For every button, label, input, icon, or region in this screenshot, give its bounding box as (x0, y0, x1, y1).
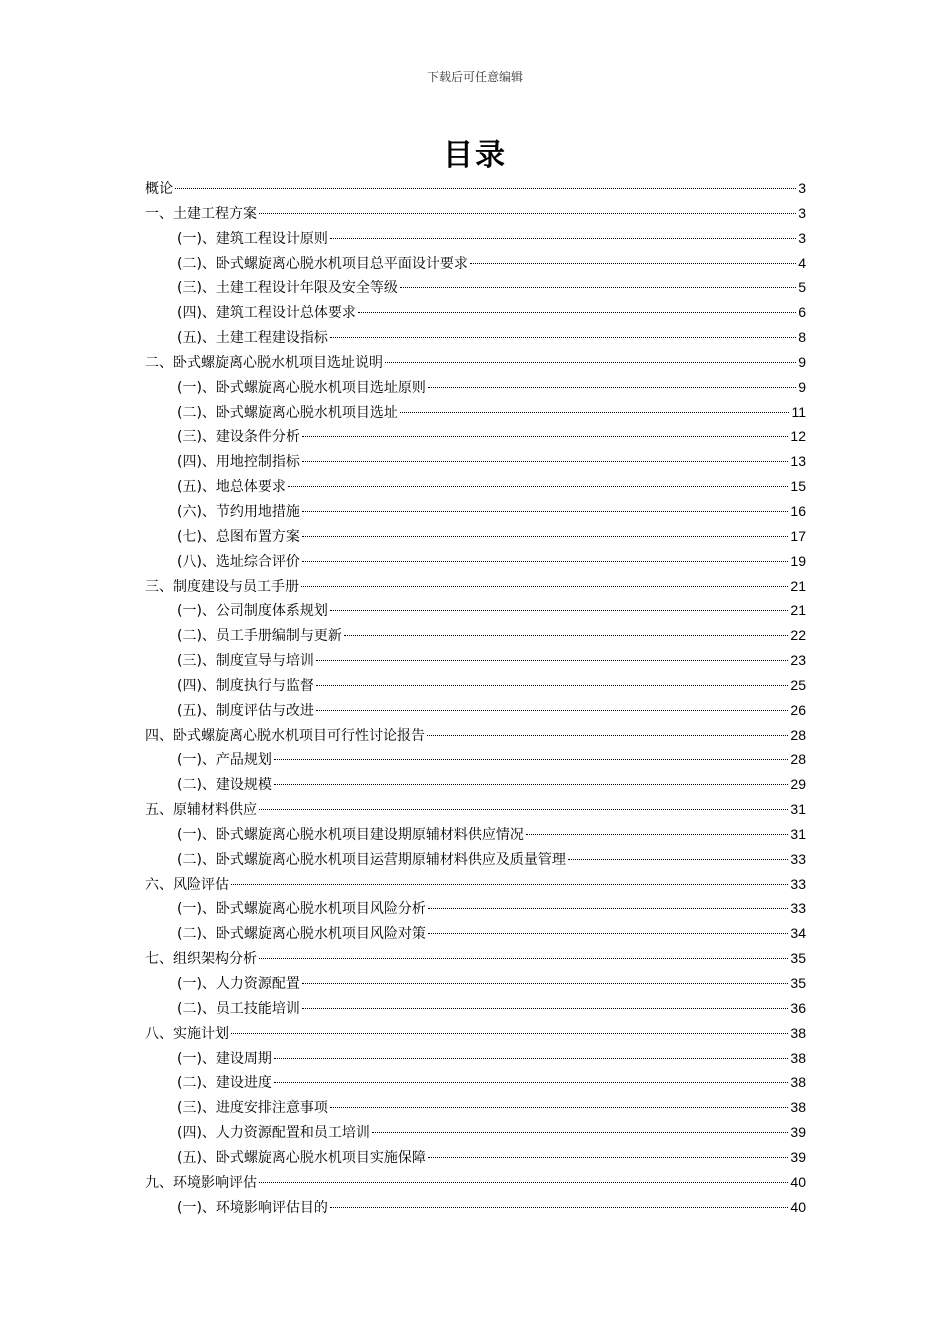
toc-entry-page-number: 17 (790, 527, 806, 544)
toc-entry-label: (二)、卧式螺旋离心脱水机项目风险对策 (177, 926, 426, 943)
toc-entry[interactable] (145, 747, 806, 772)
toc-entry-page-number: 8 (798, 329, 806, 346)
toc-entry[interactable] (145, 772, 806, 797)
toc-entry[interactable] (145, 1120, 806, 1145)
toc-entry-page-number: 15 (790, 478, 806, 495)
toc-dot-leader (274, 1058, 788, 1059)
toc-dot-leader (358, 312, 796, 313)
toc-entry-page-number: 6 (798, 304, 806, 321)
toc-entry[interactable] (145, 524, 806, 549)
toc-dot-leader (372, 1132, 788, 1133)
toc-entry[interactable] (145, 623, 806, 648)
toc-dot-leader (316, 710, 788, 711)
toc-dot-leader (274, 784, 788, 785)
toc-entry-label: (二)、卧式螺旋离心脱水机项目运营期原辅材料供应及质量管理 (177, 851, 566, 868)
toc-entry-label: (二)、员工手册编制与更新 (177, 628, 342, 645)
toc-entry-label: (二)、建设进度 (177, 1075, 272, 1092)
toc-entry[interactable] (145, 549, 806, 574)
toc-entry[interactable] (145, 1046, 806, 1071)
toc-dot-leader (316, 685, 788, 686)
toc-dot-leader (330, 337, 796, 338)
toc-entry-label: 六、风险评估 (145, 876, 229, 893)
toc-entry-page-number: 36 (790, 999, 806, 1016)
toc-entry-label: (一)、建设周期 (177, 1050, 272, 1067)
toc-entry-page-number: 4 (798, 254, 806, 271)
toc-entry[interactable] (145, 574, 806, 599)
toc-entry[interactable] (145, 499, 806, 524)
toc-dot-leader (302, 436, 788, 437)
toc-entry[interactable] (145, 896, 806, 921)
toc-dot-leader (301, 586, 788, 587)
toc-entry[interactable] (145, 996, 806, 1021)
toc-dot-leader (231, 884, 788, 885)
toc-entry-page-number: 25 (790, 676, 806, 693)
toc-entry-label: 一、土建工程方案 (145, 205, 257, 222)
toc-entry-page-number: 26 (790, 701, 806, 718)
toc-entry-label: 七、组织架构分析 (145, 951, 257, 968)
toc-dot-leader (231, 1033, 788, 1034)
toc-entry[interactable] (145, 1021, 806, 1046)
toc-entry[interactable] (145, 424, 806, 449)
toc-entry[interactable] (145, 1070, 806, 1095)
toc-entry[interactable] (145, 872, 806, 897)
toc-entry[interactable] (145, 797, 806, 822)
toc-dot-leader (302, 561, 788, 562)
toc-entry-page-number: 31 (790, 801, 806, 818)
toc-entry-label: (三)、制度宣导与培训 (177, 653, 314, 670)
toc-dot-leader (330, 1207, 788, 1208)
toc-entry[interactable] (145, 449, 806, 474)
toc-dot-leader (316, 660, 788, 661)
toc-entry-page-number: 33 (790, 900, 806, 917)
toc-entry-label: (二)、卧式螺旋离心脱水机项目选址 (177, 404, 398, 421)
table-of-contents (145, 176, 806, 1219)
toc-entry-label: (四)、建筑工程设计总体要求 (177, 305, 356, 322)
toc-entry-page-number: 35 (790, 975, 806, 991)
toc-entry-label: (一)、产品规划 (177, 752, 272, 769)
toc-entry[interactable] (145, 375, 806, 400)
toc-dot-leader (302, 461, 788, 462)
toc-entry-page-number: 3 (798, 204, 806, 221)
toc-dot-leader (259, 213, 796, 214)
toc-entry-label: (一)、卧式螺旋离心脱水机项目风险分析 (177, 901, 426, 918)
toc-entry[interactable] (145, 723, 806, 748)
toc-entry-label: (三)、建设条件分析 (177, 429, 300, 446)
toc-entry-page-number: 19 (790, 552, 806, 569)
toc-dot-leader (288, 486, 788, 487)
toc-entry[interactable] (145, 350, 806, 375)
toc-entry[interactable] (145, 275, 806, 300)
toc-dot-leader (428, 933, 788, 934)
toc-dot-leader (302, 983, 788, 984)
toc-dot-leader (330, 1107, 788, 1108)
toc-entry-page-number: 22 (790, 627, 806, 644)
toc-dot-leader (428, 1157, 788, 1158)
toc-dot-leader (302, 511, 788, 512)
toc-entry-page-number: 33 (790, 850, 806, 867)
toc-entry-page-number: 28 (790, 726, 806, 743)
toc-dot-leader (400, 412, 790, 413)
toc-entry[interactable] (145, 226, 806, 251)
toc-entry-page-number: 9 (798, 378, 806, 395)
toc-entry-page-number: 16 (790, 502, 806, 519)
toc-entry-page-number: 38 (790, 1024, 806, 1041)
page-title: 目录 (443, 138, 507, 173)
toc-dot-leader (302, 1008, 788, 1009)
toc-entry-page-number: 13 (790, 453, 806, 470)
toc-dot-leader (302, 536, 788, 537)
toc-entry[interactable] (145, 598, 806, 623)
toc-entry-page-number: 5 (798, 279, 806, 296)
toc-dot-leader (428, 387, 796, 388)
toc-entry-label: (四)、人力资源配置和员工培训 (177, 1125, 370, 1142)
toc-entry-label: (八)、选址综合评价 (177, 553, 300, 570)
toc-dot-leader (330, 610, 788, 611)
toc-entry-page-number: 28 (790, 751, 806, 768)
toc-entry-label: (五)、制度评估与改进 (177, 702, 314, 719)
toc-entry-label: (三)、土建工程设计年限及安全等级 (177, 280, 398, 297)
toc-entry[interactable] (145, 1095, 806, 1120)
toc-entry-label: 三、制度建设与员工手册 (145, 578, 299, 595)
toc-entry-label: (六)、节约用地措施 (177, 503, 300, 520)
toc-entry-page-number: 38 (790, 1049, 806, 1066)
toc-entry-label: (四)、制度执行与监督 (177, 677, 314, 694)
toc-entry[interactable] (145, 325, 806, 350)
toc-entry-label: (一)、人力资源配置 (177, 976, 300, 992)
toc-entry-label: 九、环境影响评估 (145, 1174, 257, 1191)
toc-entry-page-number: 33 (790, 875, 806, 892)
toc-entry-label: (一)、公司制度体系规划 (177, 603, 328, 620)
toc-entry[interactable] (145, 971, 806, 996)
toc-entry-label: (四)、用地控制指标 (177, 454, 300, 471)
toc-entry-label: (七)、总图布置方案 (177, 528, 300, 545)
toc-entry-label: 四、卧式螺旋离心脱水机项目可行性讨论报告 (145, 727, 425, 744)
toc-entry-page-number: 3 (798, 180, 806, 196)
toc-entry[interactable] (145, 201, 806, 226)
toc-entry-page-number: 11 (791, 403, 806, 420)
toc-entry-label: (一)、卧式螺旋离心脱水机项目建设期原辅材料供应情况 (177, 826, 524, 843)
toc-entry-label: (三)、进度安排注意事项 (177, 1100, 328, 1117)
toc-entry-label: (一)、建筑工程设计原则 (177, 230, 328, 247)
toc-entry-label: (五)、地总体要求 (177, 479, 286, 496)
toc-dot-leader (330, 238, 796, 239)
toc-entry-page-number: 3 (798, 229, 806, 246)
toc-entry-label: 概论 (145, 181, 173, 197)
toc-entry-page-number: 21 (790, 602, 806, 619)
toc-entry-label: 五、原辅材料供应 (145, 802, 257, 819)
toc-entry[interactable] (145, 847, 806, 872)
toc-dot-leader (568, 859, 788, 860)
toc-entry-label: (五)、土建工程建设指标 (177, 330, 328, 347)
toc-dot-leader (175, 188, 796, 189)
toc-entry[interactable] (145, 1170, 806, 1195)
toc-dot-leader (344, 635, 788, 636)
toc-dot-leader (259, 1182, 788, 1183)
toc-entry-page-number: 38 (790, 1099, 806, 1116)
toc-entry[interactable] (145, 921, 806, 946)
toc-entry-label: (一)、卧式螺旋离心脱水机项目选址原则 (177, 379, 426, 396)
toc-entry-page-number: 38 (790, 1074, 806, 1091)
toc-dot-leader (274, 759, 788, 760)
toc-entry-label: (二)、卧式螺旋离心脱水机项目总平面设计要求 (177, 255, 468, 272)
toc-entry-page-number: 31 (790, 825, 806, 842)
toc-entry[interactable] (145, 822, 806, 847)
toc-entry[interactable] (145, 251, 806, 276)
toc-entry-label: 八、实施计划 (145, 1025, 229, 1042)
toc-entry[interactable] (145, 648, 806, 673)
toc-dot-leader (400, 287, 796, 288)
toc-entry-page-number: 9 (798, 353, 806, 370)
toc-dot-leader (259, 809, 788, 810)
toc-entry[interactable] (145, 946, 806, 971)
toc-entry[interactable] (145, 400, 806, 425)
toc-entry-label: (一)、环境影响评估目的 (177, 1199, 328, 1216)
toc-entry-page-number: 21 (790, 577, 806, 594)
toc-entry-page-number: 39 (790, 1148, 806, 1165)
toc-dot-leader (259, 958, 788, 959)
toc-entry-page-number: 40 (790, 1173, 806, 1190)
toc-entry-page-number: 35 (790, 950, 806, 967)
toc-dot-leader (428, 908, 788, 909)
toc-entry-page-number: 23 (790, 652, 806, 669)
toc-entry[interactable] (145, 176, 806, 201)
toc-entry[interactable] (145, 300, 806, 325)
toc-entry-label: (二)、建设规模 (177, 777, 272, 794)
toc-entry-page-number: 34 (790, 925, 806, 942)
header-note: 下载后可任意编辑 (426, 70, 523, 84)
toc-entry[interactable] (145, 1195, 806, 1220)
toc-entry-page-number: 12 (790, 428, 806, 445)
toc-dot-leader (385, 362, 796, 363)
toc-dot-leader (427, 735, 788, 736)
toc-entry[interactable] (145, 673, 806, 698)
toc-dot-leader (274, 1082, 788, 1083)
toc-entry-label: 二、卧式螺旋离心脱水机项目选址说明 (145, 354, 383, 371)
toc-entry[interactable] (145, 474, 806, 499)
toc-entry[interactable] (145, 1145, 806, 1170)
toc-entry-page-number: 39 (790, 1124, 806, 1141)
toc-entry-page-number: 40 (790, 1198, 806, 1215)
toc-entry[interactable] (145, 698, 806, 723)
toc-entry-page-number: 29 (790, 776, 806, 793)
toc-entry-label: (二)、员工技能培训 (177, 1000, 300, 1017)
toc-entry-label: (五)、卧式螺旋离心脱水机项目实施保障 (177, 1149, 426, 1166)
toc-dot-leader (470, 263, 796, 264)
toc-dot-leader (526, 834, 788, 835)
